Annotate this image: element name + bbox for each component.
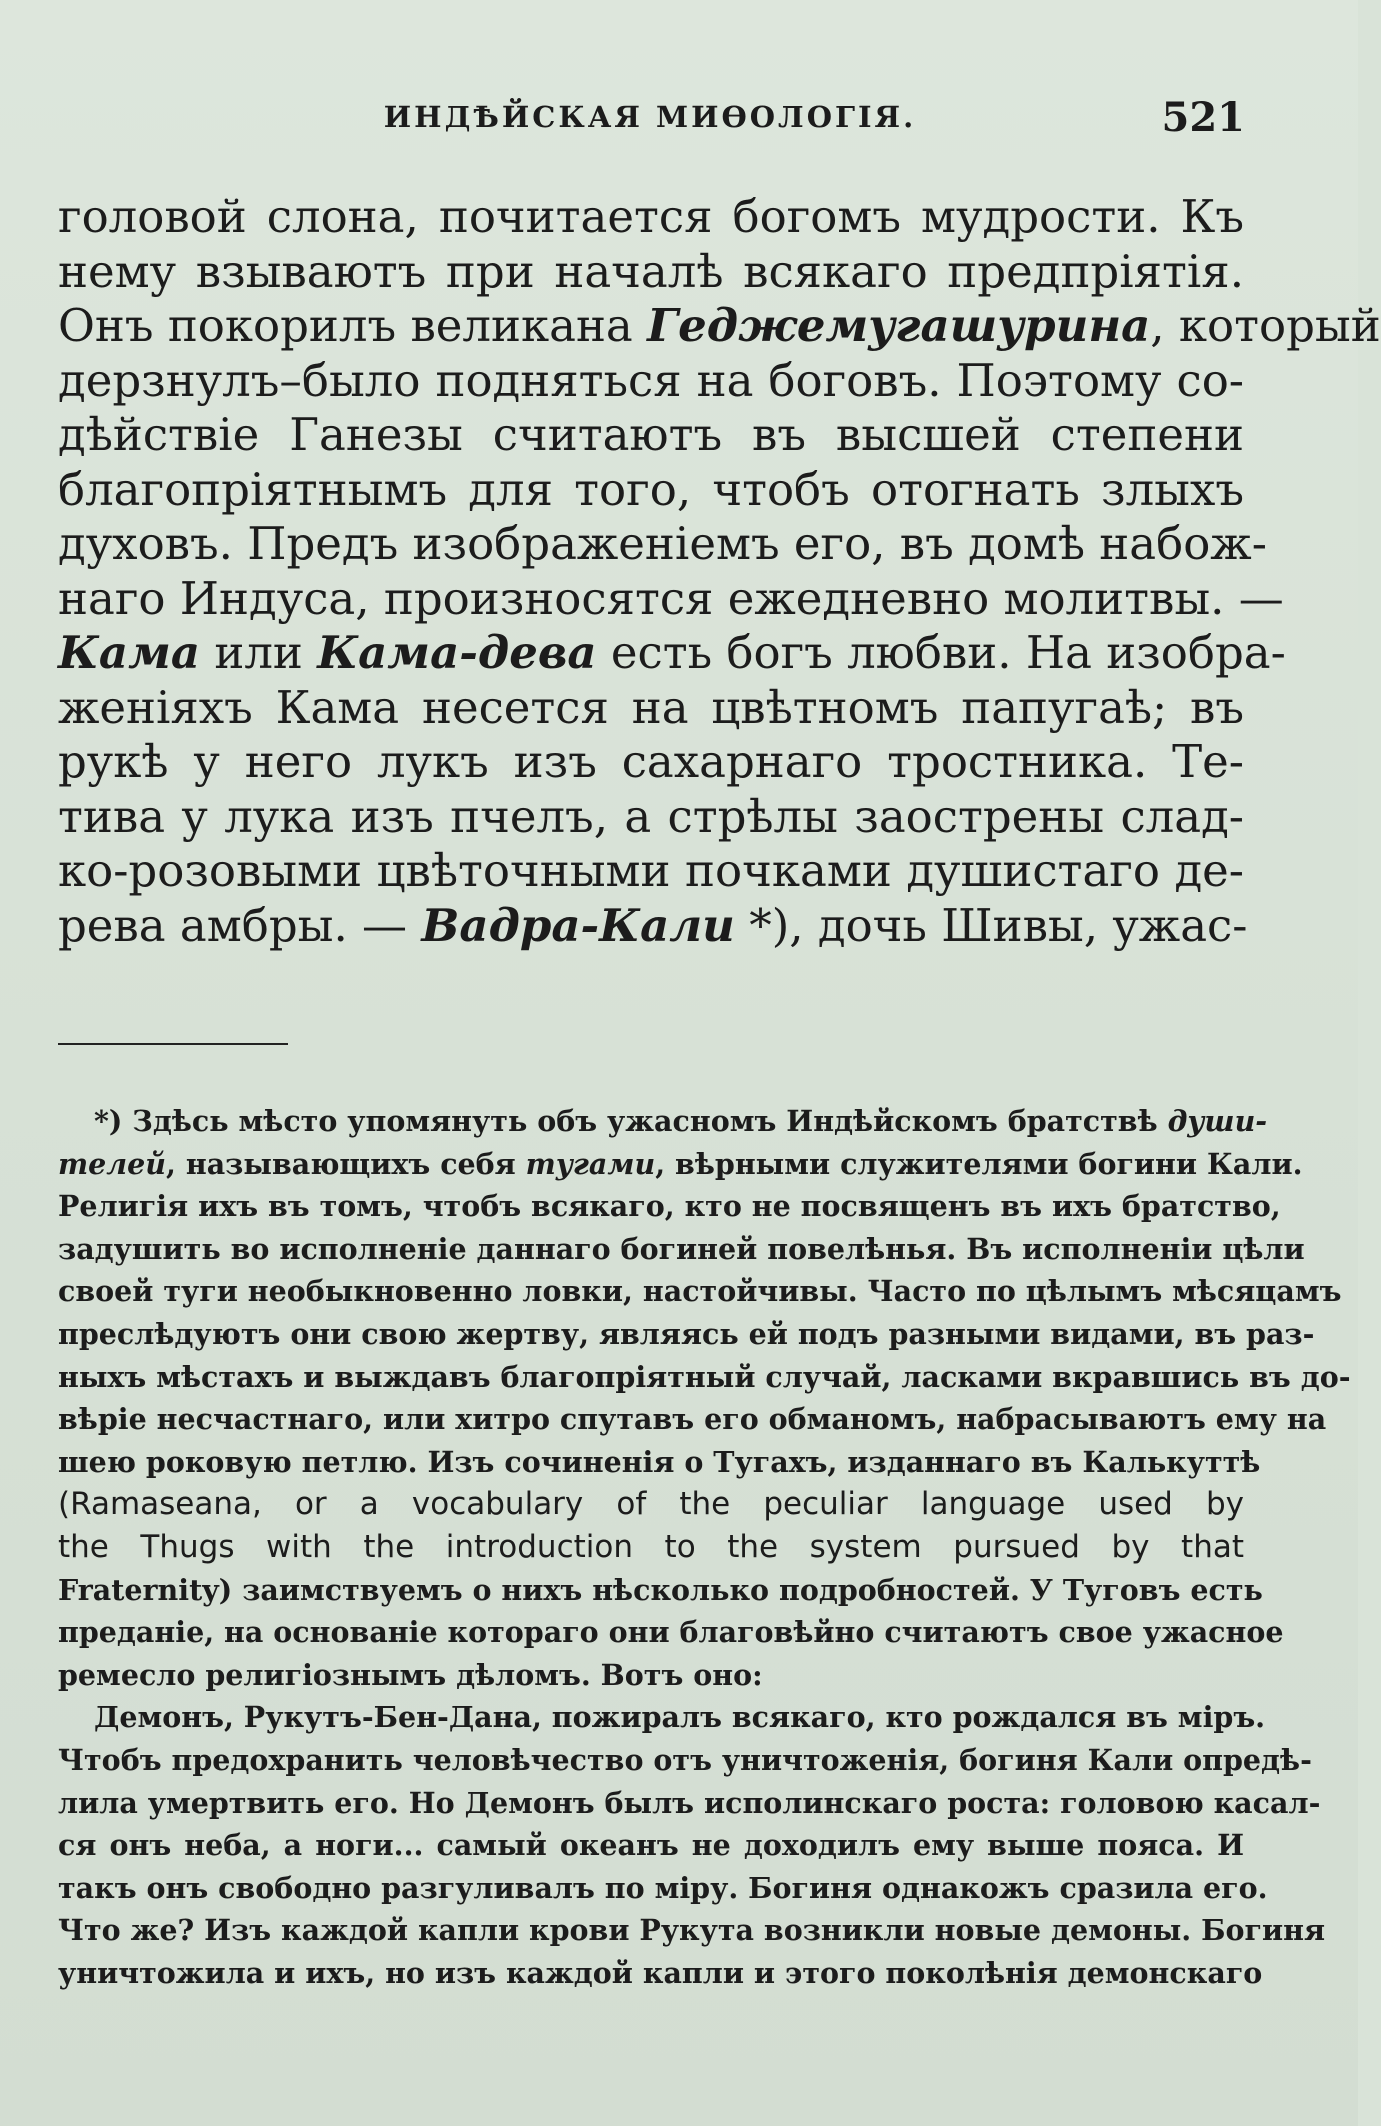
footnote-line — [58, 1824, 1244, 1867]
italic-term: Кама — [58, 626, 201, 679]
italic-term: телей — [58, 1146, 167, 1181]
text-line — [58, 735, 1244, 790]
text-run: , называющихъ себя — [166, 1146, 526, 1181]
text-line — [58, 517, 1267, 572]
text-run: уничтожила и ихъ, но изъ каждой капли и этого поколѣнія демонскаго — [58, 1955, 1263, 1990]
text-run: задушить во исполненіе даннаго богиней повелѣнья. Въ исполненіи цѣли — [58, 1231, 1305, 1266]
text-run: шею роковую петлю. Изъ сочиненія о Тугахъ, изданнаго въ Калькуттѣ — [58, 1444, 1261, 1479]
footnote — [58, 1100, 1351, 1994]
footnote-line — [58, 1739, 1312, 1782]
text-run: рукѣ у него лукъ изъ сахарнаго тростника. Те- — [58, 735, 1244, 788]
footnote-line — [58, 1526, 1244, 1569]
text-run: *) Здѣсь мѣсто упомянуть объ ужасномъ Индѣйскомъ братствѣ — [94, 1104, 1168, 1138]
italic-term: Геджемугашурина — [647, 299, 1151, 352]
footnote-line — [58, 1356, 1351, 1399]
footnote-separator — [58, 1043, 288, 1045]
text-line — [58, 299, 1381, 354]
text-run: преслѣдуютъ они свою жертву, являясь ей подъ разными видами, въ раз- — [58, 1316, 1315, 1351]
text-line — [58, 790, 1244, 845]
footnote-line — [58, 1270, 1342, 1313]
italic-term: Кама-дева — [317, 626, 597, 679]
text-line — [58, 354, 1244, 409]
text-run: ко-розовыми цвѣточными почками душистаго де- — [58, 844, 1244, 897]
footnote-line — [58, 1100, 1268, 1143]
main-text — [58, 190, 1381, 953]
text-line — [58, 898, 1248, 954]
text-line — [58, 681, 1244, 736]
text-run: Чтобъ предохранить человѣчество отъ уничтоженія, богиня Кали опредѣ- — [58, 1742, 1312, 1777]
text-run: головой слона, почитается богомъ мудрости. Къ — [58, 190, 1244, 243]
text-run: , который — [1150, 299, 1381, 352]
footnote-line — [58, 1441, 1261, 1484]
running-title: ИНДѢЙСКАЯ МИѲОЛОГІЯ. — [383, 100, 917, 134]
footnote-line — [58, 1696, 1266, 1739]
text-run: Fraternity) заимствуемъ о нихъ нѣсколько подробностей. У Туговъ есть — [58, 1572, 1263, 1607]
italic-term: Вадра-Кали — [421, 898, 735, 952]
footnote-line — [58, 1867, 1268, 1910]
text-run: ремесло религіознымъ дѣломъ. Вотъ оно: — [58, 1657, 763, 1692]
text-run: Религія ихъ въ томъ, чтобъ всякаго, кто не посвященъ въ ихъ братство, — [58, 1189, 1281, 1224]
text-run: , вѣрными служителями богини Кали. — [655, 1146, 1303, 1181]
text-run: Демонъ, Рукутъ-Бен-Дана, пожиралъ всякаго, кто рождался въ міръ. — [94, 1700, 1266, 1735]
text-run: такъ онъ свободно разгуливалъ по міру. Богиня однакожъ сразила его. — [58, 1870, 1268, 1905]
text-run: своей туги необыкновенно ловки, настойчивы. Часто по цѣлымъ мѣсяцамъ — [58, 1274, 1342, 1309]
text-run: дѣйствіе Ганезы считаютъ въ высшей степени — [58, 408, 1244, 461]
text-run: the Thugs with the introduction to the system pursued by that — [58, 1528, 1244, 1565]
text-run: благопріятнымъ для того, чтобъ отогнать злыхъ — [58, 462, 1244, 516]
page-number: 521 — [1161, 94, 1245, 141]
text-line — [58, 245, 1244, 300]
text-run: дерзнулъ–было подняться на боговъ. Поэтому со- — [58, 353, 1244, 407]
footnote-line — [58, 1313, 1315, 1356]
text-line — [58, 626, 1286, 681]
footnote-line — [58, 1185, 1281, 1228]
footnote-line — [58, 1483, 1244, 1526]
text-run: ныхъ мѣстахъ и выждавъ благопріятный случай, ласками вкравшись въ до- — [58, 1359, 1351, 1394]
footnote-line — [58, 1611, 1284, 1654]
text-run: наго Индуса, произносятся ежедневно молитвы. — — [58, 571, 1284, 625]
text-run: (Ramaseana, or a vocabulary of the peculiar language used by — [58, 1486, 1244, 1523]
text-line — [58, 190, 1244, 245]
text-run: нему взываютъ при началѣ всякаго предпріятія. — [58, 244, 1244, 298]
text-run: Онъ покорилъ великана — [58, 299, 648, 352]
text-run: вѣріе несчастнаго, или хитро спутавъ его обманомъ, набрасываютъ ему на — [58, 1402, 1327, 1437]
text-run: тива у лука изъ пчелъ, а стрѣлы заострены слад- — [58, 789, 1244, 843]
text-run: *), дочь Шивы, ужас- — [734, 898, 1248, 952]
text-line — [58, 408, 1244, 463]
text-run: рева амбры. — — [58, 898, 422, 952]
text-run: ся онъ неба, а ноги... самый океанъ не доходилъ ему выше пояса. И — [58, 1828, 1244, 1863]
italic-term: тугами — [525, 1146, 656, 1181]
footnote-line — [58, 1143, 1303, 1186]
italic-term: души- — [1167, 1104, 1268, 1138]
text-run: духовъ. Предъ изображеніемъ его, въ домѣ набож- — [58, 517, 1267, 570]
footnote-line — [58, 1228, 1305, 1271]
footnote-line — [58, 1398, 1327, 1441]
text-run: женіяхъ Кама несется на цвѣтномъ папугаѣ; въ — [58, 680, 1244, 734]
footnote-line — [58, 1952, 1263, 1995]
footnote-line — [58, 1782, 1321, 1825]
text-run: лила умертвить его. Но Демонъ былъ исполинскаго роста: головою касал- — [58, 1785, 1321, 1820]
text-run: или — [200, 626, 318, 679]
page-header — [55, 94, 1245, 150]
text-run: преданіе, на основаніе котораго они благовѣйно считаютъ свое ужасное — [58, 1615, 1284, 1650]
text-line — [58, 844, 1244, 899]
text-line — [58, 463, 1244, 518]
text-line — [58, 571, 1284, 627]
footnote-line — [58, 1569, 1263, 1612]
text-run: Что же? Изъ каждой капли крови Рукута возникли новые демоны. Богиня — [58, 1913, 1326, 1948]
footnote-line — [58, 1654, 1244, 1697]
footnote-line — [58, 1909, 1326, 1952]
text-run: есть богъ любви. На изобра- — [596, 626, 1286, 679]
